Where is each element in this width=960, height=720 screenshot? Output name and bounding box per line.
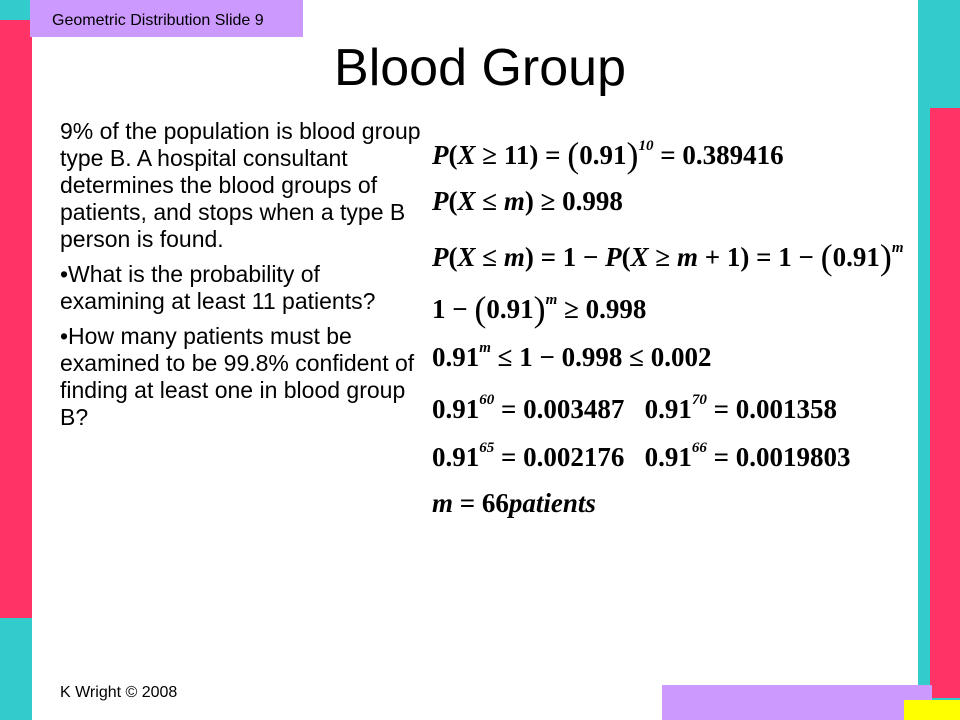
- slide-label: Geometric Distribution Slide 9: [30, 0, 303, 37]
- problem-text: [60, 118, 430, 439]
- decor-lavender-bottom: [662, 685, 932, 720]
- eq8-lhs: m: [432, 488, 454, 518]
- eq7-b-val: = 0.0019803: [713, 442, 851, 472]
- slide-title: Blood Group: [334, 39, 626, 97]
- equation-5: $0.91^m \le 1 - 0.998 \le 0.002$: [432, 340, 712, 372]
- eq5-exp: m: [479, 340, 491, 356]
- eq8-unit: patients: [508, 488, 596, 518]
- equation-3: $P(X \le m) = 1 - P(X \ge m + 1) = 1 - (0.91)^m$: [432, 237, 904, 277]
- eq7-a-val: = 0.002176: [501, 442, 625, 472]
- equation-8: [432, 488, 932, 519]
- eq5-rhs: 1 − 0.998 ≤ 0.002: [519, 342, 712, 372]
- equation-6: 0.91$^{60}$ = 0.003487 0.91$^{70}$ = 0.001358: [432, 392, 838, 424]
- footer-credit: K Wright © 2008: [60, 684, 178, 701]
- eq3-exp: m: [891, 240, 904, 256]
- problem-paragraph: 9% of the population is blood group type B. A hospital consultant determines the blood groups of patients, and stops when a type B person is found.: [60, 118, 421, 252]
- eq4-rhs: 0.998: [585, 294, 647, 324]
- question-bullet-2: •How many patients must be examined to be 99.8% confident of finding at least one in blood group B?: [60, 323, 415, 430]
- equation-7: 0.91$^{65}$ = 0.002176 0.91$^{66}$ = 0.0019803: [432, 440, 851, 472]
- decor-pink-right: [930, 108, 960, 698]
- eq6-a-exp: 60: [479, 392, 495, 408]
- equation-2: P(X ≤ m) ≥ 0.998: [432, 186, 623, 216]
- equation-4: $1 - (0.91)^m \ge 0.998$: [432, 289, 647, 329]
- eq5-base: 0.91: [432, 342, 480, 372]
- eq7-b-exp: 66: [691, 440, 707, 456]
- eq6-a-val: = 0.003487: [501, 394, 625, 424]
- eq7-a-exp: 65: [479, 440, 495, 456]
- eq8-rhs: = 66: [459, 488, 509, 518]
- eq1-exp: 10: [638, 138, 654, 154]
- decor-pink-left: [0, 20, 32, 618]
- decor-yellow-bottom: [904, 700, 960, 720]
- eq1-lhs: 11): [503, 140, 539, 170]
- eq1-result: = 0.389416: [660, 140, 784, 170]
- eq6-b-exp: 70: [691, 392, 707, 408]
- eq6-b-val: = 0.001358: [713, 394, 838, 424]
- eq2-rhs: 0.998: [562, 186, 623, 216]
- question-bullet-1: •What is the probability of examining at least 11 patients?: [60, 261, 376, 314]
- equation-1: $P(X \ge 11) = (0.91)^{10} = 0.389416$: [432, 135, 784, 175]
- eq4-exp: m: [545, 292, 558, 308]
